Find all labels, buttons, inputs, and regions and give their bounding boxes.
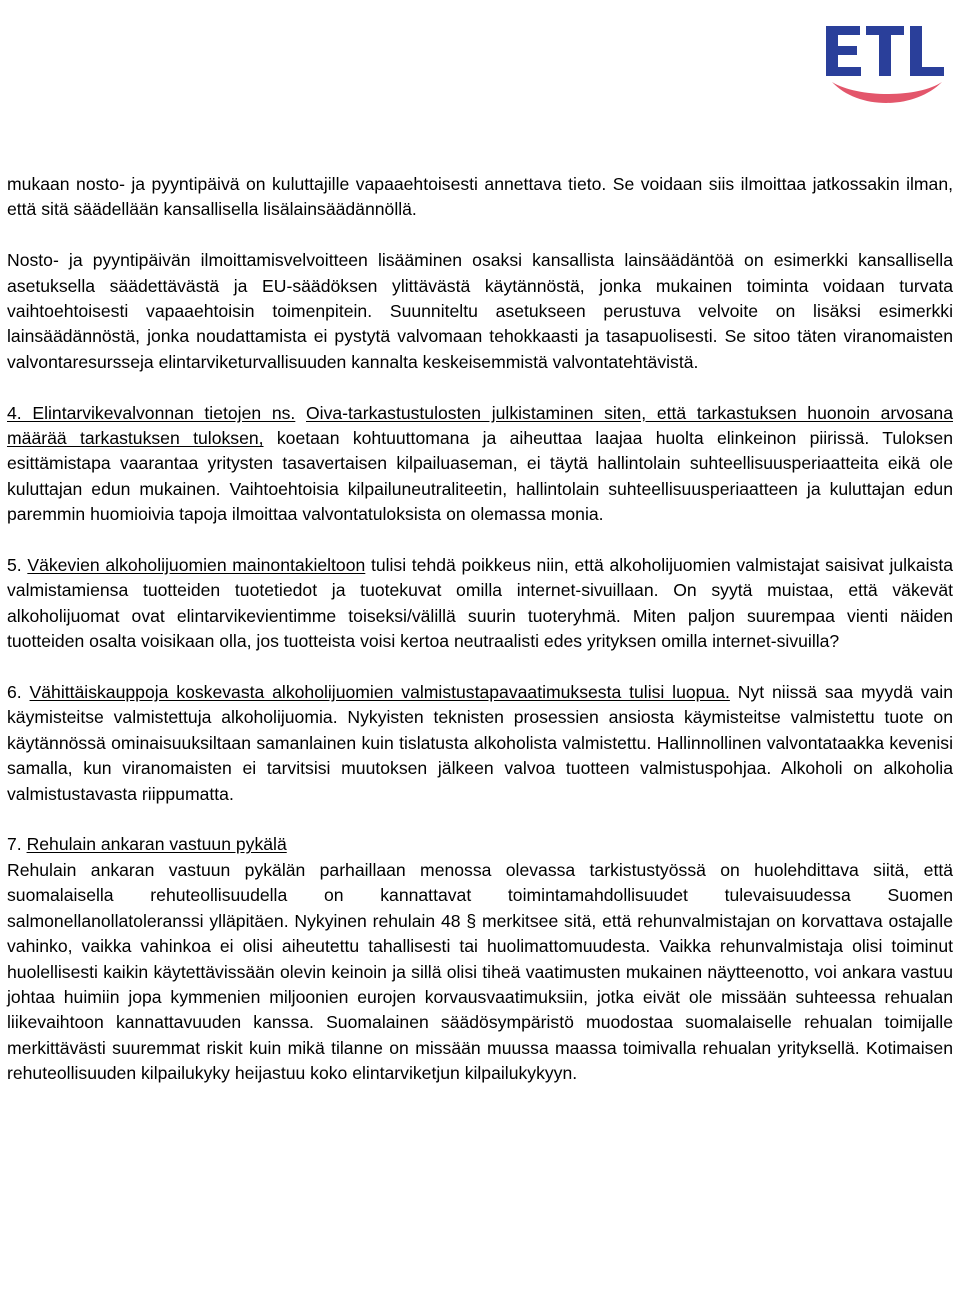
paragraph-intro: mukaan nosto- ja pyyntipäivä on kuluttajille vapaaehtoisesti annettava tieto. Se voidaan siis ilmoittaa jatkossakin ilman, että sitä säädellään kansallisella lisälainsäädännöllä. bbox=[7, 174, 953, 220]
section-6 bbox=[7, 680, 953, 807]
etl-logo-icon bbox=[818, 12, 950, 110]
section-4-underlined: Oiva-tarkastustulosten julkistaminen siten, että tarkastuksen huonoin arvosana määrää tarkastuksen tuloksen, bbox=[7, 402, 953, 449]
section-4-space bbox=[295, 403, 306, 423]
section-4 bbox=[7, 401, 953, 528]
section-7 bbox=[7, 832, 953, 1086]
section-6-number: 6. bbox=[7, 682, 30, 703]
section-5-number: 5. bbox=[7, 555, 28, 576]
section-6-heading: Vähittäiskauppoja koskevasta alkoholijuomien valmistustapavaatimuksesta tulisi luopua. bbox=[29, 682, 730, 703]
section-7-number: 7. bbox=[7, 834, 27, 855]
section-5-heading: Väkevien alkoholijuomien mainontakieltoon bbox=[27, 555, 366, 576]
section-4-text: koetaan kohtuuttomana ja aiheuttaa laajaa huolta elinkeinon piirissä. Tuloksen esittämistapa vaarantaa yritysten tasavertaisen kilpailuaseman, ei täytä hallintolain suhteellisuusperiaatteita eikä ole kuluttajan edun mukainen. Vaihtoehtoisia kilpailuneutraliteetin, hallintolain suhteellisuusperiaatteen ja kuluttajan edun paremmin huomioivia tapoja ilmoittaa valvontatuloksista on olemassa monia. bbox=[7, 428, 953, 525]
section-7-text: Rehulain ankaran vastuun pykälän parhaillaan menossa olevassa tarkistustyössä on huolehdittava siitä, että suomalaisella rehuteollisuudella on kannattavat toimintamahdollisuudet tulevaisuudessa Suomen salmonellanollatoleranssi ylläpitäen. Nykyinen rehulain 48 § merkitsee sitä, että rehunvalmistajan on korvattava ostajalle vahinko, vaikka vahinkoa ei olisi aiheutettu tahallisesti tai huolimattomuudesta. Vaikka rehunvalmistaja olisi toiminut huolellisesti kaikin käytettävissään olevin keinoin ja sillä olisi tiheä vaatimusten mukainen näytteenotto, voi ankara vastuu johtaa huimiin jopa kymmenien miljoonien eurojen korvausvaatimuksiin, jotka eivät ole missään suhteessa rehualan liikevaihtoon kannattavuuden kanssa. Suomalainen säädösympäristö muodostaa suomalaiselle rehualan toimijalle merkittävästi suuremmat riskit kuin mikä tilanne on missään muussa maassa toimivalla rehualan yrityksellä. Kotimaisen rehuteollisuuden kilpailukyky heijastuu koko elintarviketjun kilpailukykyyn. bbox=[7, 859, 953, 1084]
section-5 bbox=[7, 553, 953, 655]
section-5-text: tulisi tehdä poikkeus niin, että alkoholijuomien valmistajat saisivat julkaista valmistamiensa tuotteiden tuotetiedot ja tuotekuvat omilla internet-sivuillaan. On syytä muistaa, että väkevät alkoholijuomat ovat elintarvikevientimme toiseksi/välillä suurin tuoteryhmä. Miten paljon suurempaa vienti näiden tuotteiden osalta voisikaan olla, jos tuotteista voisi kertoa neutraalisti edes yrityksen omilla internet-sivuilla? bbox=[7, 555, 954, 652]
section-7-heading: Rehulain ankaran vastuun pykälä bbox=[26, 834, 287, 855]
etl-logo bbox=[818, 12, 950, 110]
section-4-heading: 4. Elintarvikevalvonnan tietojen ns. bbox=[7, 402, 296, 423]
document-body bbox=[7, 172, 953, 1087]
section-6-text: Nyt niissä saa myydä vain käymisteitse valmistettuja alkoholijuomia. Nykyisten teknisten prosessien ansiosta käymisteitse valmistettu tuote on käytännössä ominaisuuksiltaan samanlainen kuin tislatusta alkoholista valmistettu. Hallinnollinen valvontataakka kevenisi samalla, kun viranomaisten ei tarvitsisi muutoksen jälkeen valvoa tuotteen valmistuspohjaa. Alkoholi on alkoholia valmistustavasta riippumatta. bbox=[7, 682, 953, 804]
paragraph-nosto-pyyntipaiva: Nosto- ja pyyntipäivän ilmoittamisvelvoitteen lisääminen osaksi kansallista lainsäädäntöä on esimerkki kansallisella asetuksella säädettävästä ja EU-säädöksen ylittävästä käytännöstä, jonka mukainen toiminta voidaan turvata vaihtoehtoisesti vapaaehtoisin toimenpitein. Suunniteltu asetukseen perustuva velvoite on lisäksi esimerkki lainsäädännöstä, jonka noudattamista ei pystytä valvomaan tehokkaasti ja tasapuolisesti. Se sitoo täten viranomaisten valvontaresursseja elintarviketurvallisuuden kannalta keskeisemmistä valvontatehtävistä. bbox=[7, 250, 953, 372]
